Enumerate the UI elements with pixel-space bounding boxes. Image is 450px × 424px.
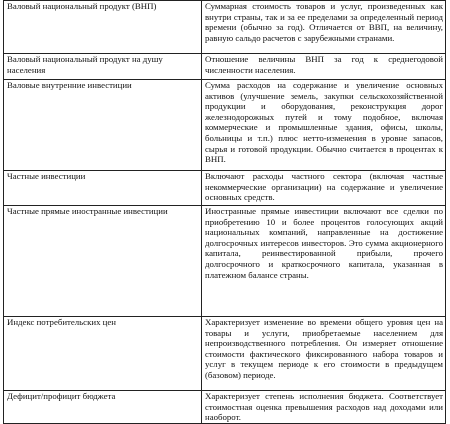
definition-cell: Сумма расходов на содержание и увеличение основных активов (улучшение земель, закупки сельскохозяйственной продукции и оборудования, реконструкция дорог железнодорожных путей и тому подобное, включая коммерческие и промышленные здания, офисы, школы, больницы и т.п.) плюс нетто-изменения в уровне запасов, сырья и готовой продукции. Обычно считается в процентах к ВНП. (202, 80, 446, 171)
definition-cell: Суммарная стоимость товаров и услуг, произведенных как внутри страны, так и за ее пределами за определенный период времени (обычно за год). Отличается от ВВП, на величину, равную сальдо расчетов с зарубежными странами. (202, 1, 446, 54)
term-cell: Частные прямые иностранные инвестиции (4, 206, 202, 317)
term-cell: Дефицит/профицит бюджета (4, 391, 202, 424)
glossary-table (3, 0, 446, 424)
definition-cell: Характеризует степень исполнения бюджета. Соответствует стоимостная оценка превышения расходов над доходами или наоборот. (202, 391, 446, 424)
term-cell: Валовые внутренние инвестиции (4, 80, 202, 171)
definition-cell: Включают расходы частного сектора (включая частные некоммерческие организации) на содержание и увеличение основных средств. (202, 171, 446, 206)
table-row (4, 206, 446, 317)
term-cell: Валовый национальный продукт на душу населения (4, 54, 202, 80)
definition-cell: Отношение величины ВНП за год к среднегодовой численности населения. (202, 54, 446, 80)
table-row (4, 80, 446, 171)
table-row (4, 171, 446, 206)
table-row (4, 317, 446, 391)
term-cell: Индекс потребительских цен (4, 317, 202, 391)
definition-cell: Характеризует изменение во времени общего уровня цен на товары и услуги, приобретаемые населением для непроизводственного потребления. Он измеряет отношение стоимости фактического фиксированного набора товаров и услуг в текущем периоде к его стоимости в предыдущем (базовом) периоде. (202, 317, 446, 391)
table-row (4, 54, 446, 80)
definition-cell: Иностранные прямые инвестиции включают все сделки по приобретению 10 и более процентов голосующих акций национальных компаний, направленные на достижение долгосрочных интересов инвесторов. Это сумма акционерного капитала, реинвестированной прибыли, прочего долгосрочного и краткосрочного капитала, указанная в платежном балансе страны. (202, 206, 446, 317)
table-row (4, 1, 446, 54)
term-cell: Частные инвестиции (4, 171, 202, 206)
term-cell: Валовый национальный продукт (ВНП) (4, 1, 202, 54)
